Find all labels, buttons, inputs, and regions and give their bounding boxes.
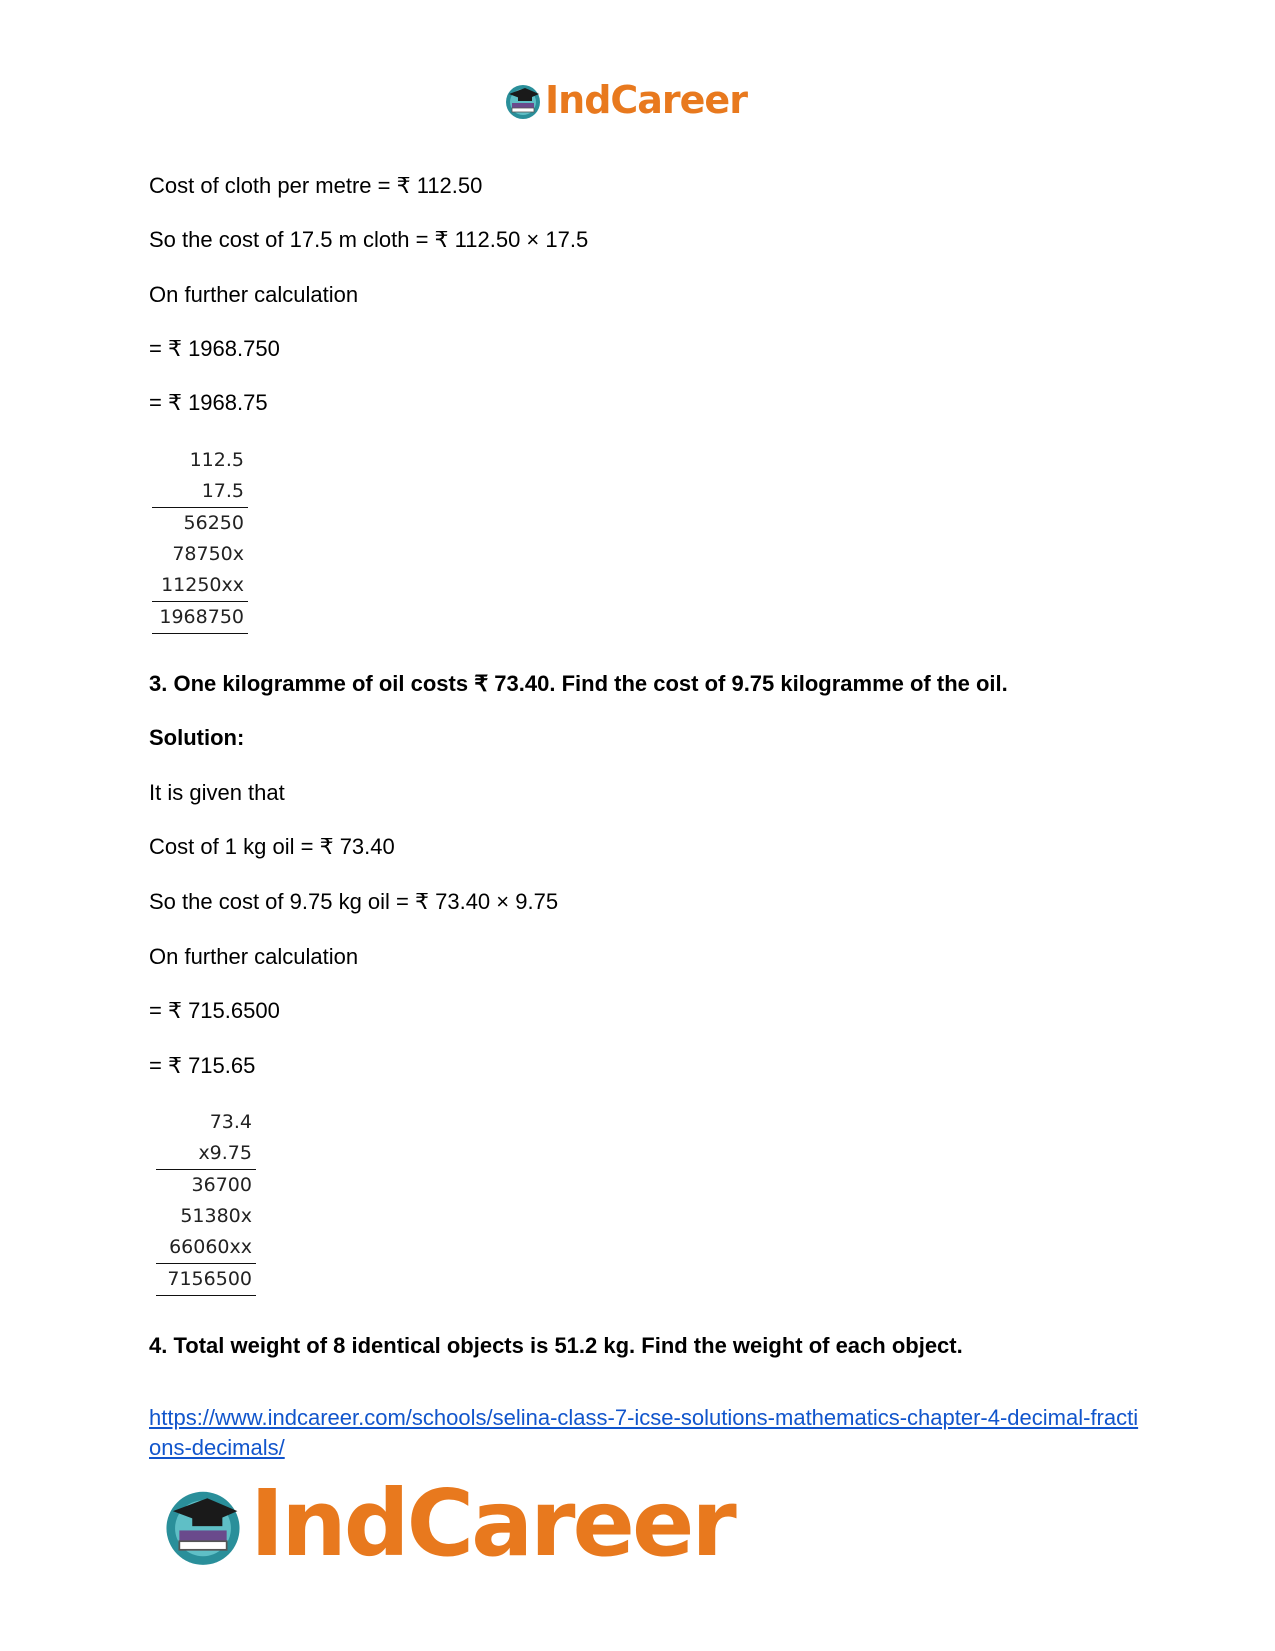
- calc-row: 112.5: [189, 449, 244, 471]
- solution-label: Solution:: [149, 725, 245, 750]
- text-line: It is given that: [149, 780, 285, 805]
- text-line: On further calculation: [149, 944, 359, 969]
- calc-row: 73.4: [209, 1111, 252, 1133]
- text-line: So the cost of 9.75 kg oil = ₹ 73.40 × 9.75: [149, 889, 559, 914]
- text-line: On further calculation: [149, 282, 359, 307]
- text-line: Cost of cloth per metre = ₹ 112.50: [149, 173, 483, 198]
- text-line: = ₹ 1968.75: [149, 390, 268, 415]
- calc-row: x9.75: [198, 1142, 252, 1164]
- divider: [156, 1295, 256, 1296]
- question-3: 3. One kilogramme of oil costs ₹ 73.40. Find the cost of 9.75 kilogramme of the oil.: [149, 671, 1008, 696]
- logo-wordmark: IndCareer: [250, 1470, 734, 1577]
- calc-row: 7156500: [156, 1263, 256, 1295]
- text-line: Cost of 1 kg oil = ₹ 73.40: [149, 834, 395, 859]
- calc-row: 36700: [156, 1169, 256, 1201]
- calc-row: 51380x: [180, 1205, 252, 1227]
- header-logo: [503, 78, 747, 122]
- divider: [152, 633, 248, 634]
- text-line: = ₹ 715.6500: [149, 998, 280, 1023]
- logo-wordmark: IndCareer: [545, 78, 747, 122]
- source-link[interactable]: https://www.indcareer.com/schools/selina-class-7-icse-solutions-mathematics-chapter-4-decimal-fractions-decimals/: [149, 1405, 1139, 1460]
- text-line: = ₹ 1968.750: [149, 336, 280, 361]
- calc-row: 78750x: [172, 543, 244, 565]
- multiplication-work-1: [152, 445, 248, 634]
- text-line: So the cost of 17.5 m cloth = ₹ 112.50 × 17.5: [149, 227, 589, 252]
- text-line: = ₹ 715.65: [149, 1053, 256, 1078]
- footer-logo: [160, 1470, 734, 1577]
- calc-row: 11250xx: [161, 574, 244, 596]
- graduation-cap-books-icon: [503, 80, 543, 120]
- graduation-cap-books-icon: [160, 1481, 246, 1567]
- question-4: 4. Total weight of 8 identical objects is 51.2 kg. Find the weight of each object.: [149, 1333, 963, 1358]
- multiplication-work-2: [156, 1107, 256, 1296]
- calc-row: 66060xx: [169, 1236, 252, 1258]
- calc-row: 1968750: [152, 601, 248, 633]
- calc-row: 17.5: [201, 480, 244, 502]
- calc-row: 56250: [152, 507, 248, 539]
